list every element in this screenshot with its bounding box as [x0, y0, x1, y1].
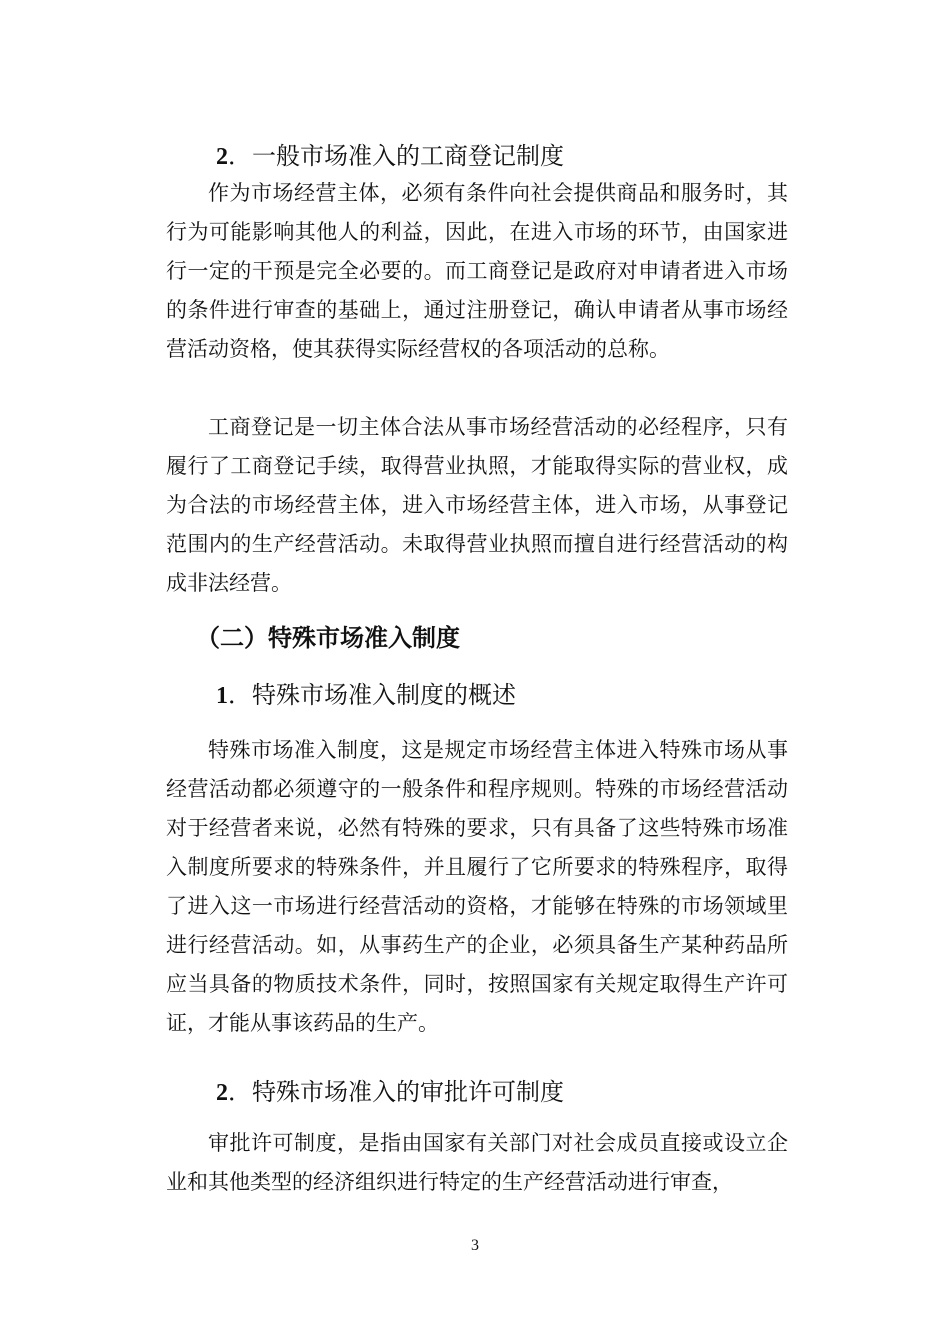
page-number: 3 [471, 1237, 479, 1254]
section-heading-special-market-access: （二）特殊市场准入制度 [196, 624, 460, 652]
subheading-general-market-registration [216, 138, 564, 175]
subheading-number: 2 [216, 1080, 228, 1106]
subheading-title: ．特殊市场准入制度的概述 [228, 681, 516, 709]
paragraph-market-subject-registration: 作为市场经营主体，必须有条件向社会提供商品和服务时，其行为可能影响其他人的利益，因此，在进入市场的环节，由国家进行一定的干预是完全必要的。而工商登记是政府对申请者进入市场的条件进行审查的基础上，通过注册登记，确认申请者从事市场经营活动资格，使其获得实际经营权的各项活动的总称。 [166, 181, 788, 361]
subheading-title: ．特殊市场准入的审批许可制度 [228, 1078, 564, 1106]
subheading-special-market-overview [216, 677, 516, 714]
subheading-title: ．一般市场准入的工商登记制度 [228, 142, 564, 170]
paragraph-registration-procedure: 工商登记是一切主体合法从事市场经营活动的必经程序，只有履行了工商登记手续，取得营业执照，才能取得实际的营业权，成为合法的市场经营主体，进入市场经营主体，进入市场，从事登记范围内的生产经营活动。未取得营业执照而擅自进行经营活动的构成非法经营。 [166, 415, 788, 595]
subheading-number: 1 [216, 683, 228, 709]
paragraph-approval-licensing: 审批许可制度，是指由国家有关部门对社会成员直接或设立企业和其他类型的经济组织进行特定的生产经营活动进行审查， [166, 1131, 788, 1194]
paragraph-special-market-definition: 特殊市场准入制度，这是规定市场经营主体进入特殊市场从事经营活动都必须遵守的一般条件和程序规则。特殊的市场经营活动对于经营者来说，必然有特殊的要求，只有具备了这些特殊市场准入制度所要求的特殊条件，并且履行了它所要求的特殊程序，取得了进入这一市场进行经营活动的资格，才能够在特殊的市场领域里进行经营活动。如，从事药生产的企业，必须具备生产某种药品所应当具备的物质技术条件，同时，按照国家有关规定取得生产许可证，才能从事该药品的生产。 [166, 738, 788, 1035]
subheading-approval-licensing [216, 1074, 564, 1111]
subheading-number: 2 [216, 144, 228, 170]
